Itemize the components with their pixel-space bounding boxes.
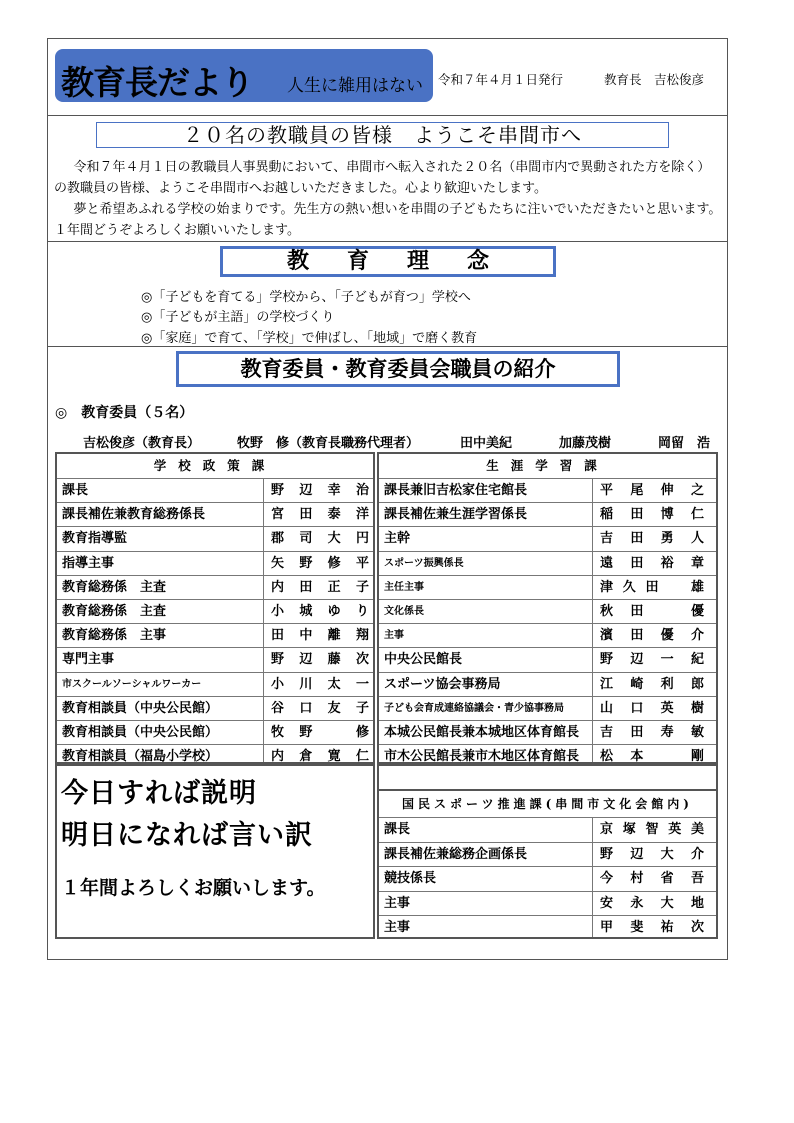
- role-cell: 主事: [384, 630, 404, 642]
- table-row: [379, 891, 716, 917]
- name-cell: 濱田優介: [600, 628, 704, 644]
- name-cell: 遠田裕章: [600, 555, 704, 571]
- role-cell: 課長兼旧吉松家住宅館長: [384, 483, 528, 498]
- role-cell: 市スクールソーシャルワーカー: [62, 678, 202, 690]
- table-row: [379, 623, 716, 648]
- table-row: [379, 720, 716, 745]
- table-row: [379, 842, 716, 868]
- role-cell: 教育相談員（中央公民館）: [62, 725, 219, 740]
- name-cell: 甲斐祐次: [600, 920, 704, 936]
- table-row: [379, 817, 716, 843]
- table-row: [379, 502, 716, 527]
- school-policy-table: [55, 452, 375, 764]
- name-cell: 谷口友子: [271, 700, 369, 716]
- role-cell: 教育総務係 主査: [62, 604, 167, 619]
- welcome-paragraph-1: 令和７年４月１日の教職員人事異動において、串間市へ転入された２０名（串間市内で異動された方を除く）の教職員の皆様、ようこそ串間市へお越しいただきました。心より歓迎いたします。: [54, 160, 711, 196]
- title-banner: [55, 49, 433, 102]
- role-cell: 教育相談員（福島小学校）: [62, 749, 219, 765]
- name-cell: 吉田寿敏: [600, 725, 704, 740]
- name-cell: 野辺一紀: [600, 652, 704, 668]
- welcome-heading: ２０名の教職員の皆様 ようこそ串間市へ: [96, 122, 669, 148]
- role-cell: 文化係長: [384, 606, 424, 617]
- name-cell: 内倉寛仁: [271, 749, 369, 765]
- board-member: 岡留 浩: [658, 436, 711, 451]
- table-row: [379, 599, 716, 624]
- table-row: [57, 720, 373, 745]
- role-cell: 主事: [384, 895, 411, 911]
- table-row: [57, 502, 373, 527]
- name-cell: 小城ゆり: [271, 604, 369, 619]
- name-cell: 津久田 雄: [600, 579, 704, 595]
- table-row: [379, 866, 716, 892]
- name-cell: 野辺大介: [600, 846, 704, 862]
- role-cell: 中央公民館長: [384, 652, 463, 668]
- role-cell: 主任主事: [384, 581, 424, 593]
- name-cell: 野辺幸治: [271, 483, 369, 498]
- table-row: [379, 647, 716, 672]
- table-row: [379, 696, 716, 721]
- board-member: 牧野 修（教育長職務代理者）: [237, 436, 420, 451]
- table-row: [57, 478, 373, 503]
- philosophy-heading: 教育理念: [220, 246, 556, 277]
- role-cell: 教育指導監: [62, 531, 128, 547]
- divider: [48, 241, 727, 242]
- table-row: [379, 526, 716, 551]
- introduction-heading: 教育委員・教育委員会職員の紹介: [176, 351, 620, 387]
- role-cell: 本城公民館長兼本城地区体育館長: [384, 725, 580, 740]
- name-cell: 稲田博仁: [600, 507, 704, 523]
- school-policy-title: 学校政策課: [153, 458, 277, 473]
- issuer: 教育長 吉松俊彦: [604, 72, 705, 87]
- board-member: 田中美紀: [460, 436, 513, 451]
- table-row: [57, 551, 373, 576]
- role-cell: 市木公民館長兼市木地区体育館長: [384, 749, 580, 765]
- name-cell: 矢野修平: [271, 555, 369, 571]
- role-cell: 指導主事: [62, 555, 115, 571]
- name-cell: 松本 剛: [600, 749, 704, 765]
- message-line-1: 今日すれば説明: [61, 778, 257, 809]
- role-cell: 教育総務係 主査: [62, 579, 167, 595]
- sports-table: [377, 789, 718, 939]
- role-cell: 課長補佐兼総務企画係長: [384, 846, 528, 862]
- role-cell: 課長補佐兼教育総務係長: [62, 507, 206, 523]
- role-cell: 主事: [384, 920, 411, 936]
- name-cell: 牧野 修: [271, 725, 369, 740]
- column-divider: [263, 478, 264, 762]
- name-cell: 今村省吾: [600, 871, 704, 887]
- welcome-paragraph-2: 夢と希望あふれる学校の始まりです。先生方の熱い想いを串間の子どもたちに注いでいただきたいと思います。１年間どうぞよろしくお願いいたします。: [54, 202, 722, 238]
- table-row: [379, 575, 716, 600]
- role-cell: 子ども会育成連絡協議会・青少協事務局: [384, 702, 564, 714]
- lifelong-learning-table: [377, 452, 718, 764]
- name-cell: 田中離翔: [271, 628, 369, 644]
- name-cell: 平尾伸之: [600, 483, 704, 498]
- role-cell: 課長: [384, 822, 411, 837]
- name-cell: 秋田 優: [600, 604, 704, 619]
- philosophy-item: ◎「子どもが主語」の学校づくり: [141, 310, 335, 325]
- role-cell: 専門主事: [62, 652, 115, 668]
- board-member: 加藤茂樹: [559, 436, 612, 451]
- table-row: [379, 915, 716, 941]
- philosophy-item: ◎「家庭」で育て、「学校」で伸ばし、「地域」で磨く教育: [141, 331, 478, 346]
- newsletter-title: 教育長だより: [61, 63, 253, 102]
- table-row: [379, 672, 716, 697]
- name-cell: 小川太一: [271, 676, 369, 692]
- table-row: [379, 478, 716, 503]
- name-cell: 野辺藤次: [271, 652, 369, 668]
- lifelong-learning-title: 生涯学習課: [486, 458, 609, 473]
- role-cell: 教育相談員（中央公民館）: [62, 700, 219, 716]
- table-row: [379, 551, 716, 576]
- newsletter-frame: [47, 38, 728, 960]
- name-cell: 江崎利郎: [600, 676, 704, 692]
- table-row: [57, 623, 373, 648]
- column-divider: [592, 478, 593, 762]
- table-row: [57, 599, 373, 624]
- philosophy-item: ◎「子どもを育てる」学校から、「子どもが育つ」学校へ: [141, 290, 471, 305]
- name-cell: 山口英樹: [600, 700, 704, 716]
- divider: [48, 115, 727, 116]
- blank-cell: [377, 764, 718, 791]
- column-divider: [592, 817, 593, 937]
- board-heading: ◎ 教育委員（５名）: [55, 405, 194, 421]
- role-cell: 競技係長: [384, 871, 437, 887]
- issue-date: 令和７年４月１日発行: [438, 72, 564, 87]
- role-cell: 主幹: [384, 531, 411, 547]
- table-row: [57, 696, 373, 721]
- name-cell: 安永大地: [600, 895, 704, 911]
- table-row: [57, 672, 373, 697]
- message-line-3: １年間よろしくお願いします。: [61, 877, 326, 899]
- role-cell: スポーツ協会事務局: [384, 676, 501, 692]
- role-cell: 教育総務係 主事: [62, 628, 167, 644]
- table-row: [57, 575, 373, 600]
- name-cell: 京塚智英美: [600, 822, 704, 837]
- name-cell: 内田正子: [271, 579, 369, 595]
- divider: [48, 346, 727, 347]
- name-cell: 宮田泰洋: [271, 507, 369, 523]
- role-cell: 課長: [62, 483, 89, 498]
- role-cell: スポーツ振興係長: [384, 557, 464, 569]
- newsletter-subtitle: 人生に雑用はない: [287, 76, 423, 96]
- name-cell: 吉田勇人: [600, 531, 704, 547]
- sports-title: 国民スポーツ推進課(串間市文化会館内): [402, 797, 693, 811]
- role-cell: 課長補佐兼生涯学習係長: [384, 507, 528, 523]
- board-member: 吉松俊彦（教育長）: [83, 436, 201, 451]
- table-row: [57, 647, 373, 672]
- table-row: [57, 526, 373, 551]
- name-cell: 郡司大円: [271, 531, 369, 547]
- message-line-2: 明日になれば言い訳: [61, 820, 313, 851]
